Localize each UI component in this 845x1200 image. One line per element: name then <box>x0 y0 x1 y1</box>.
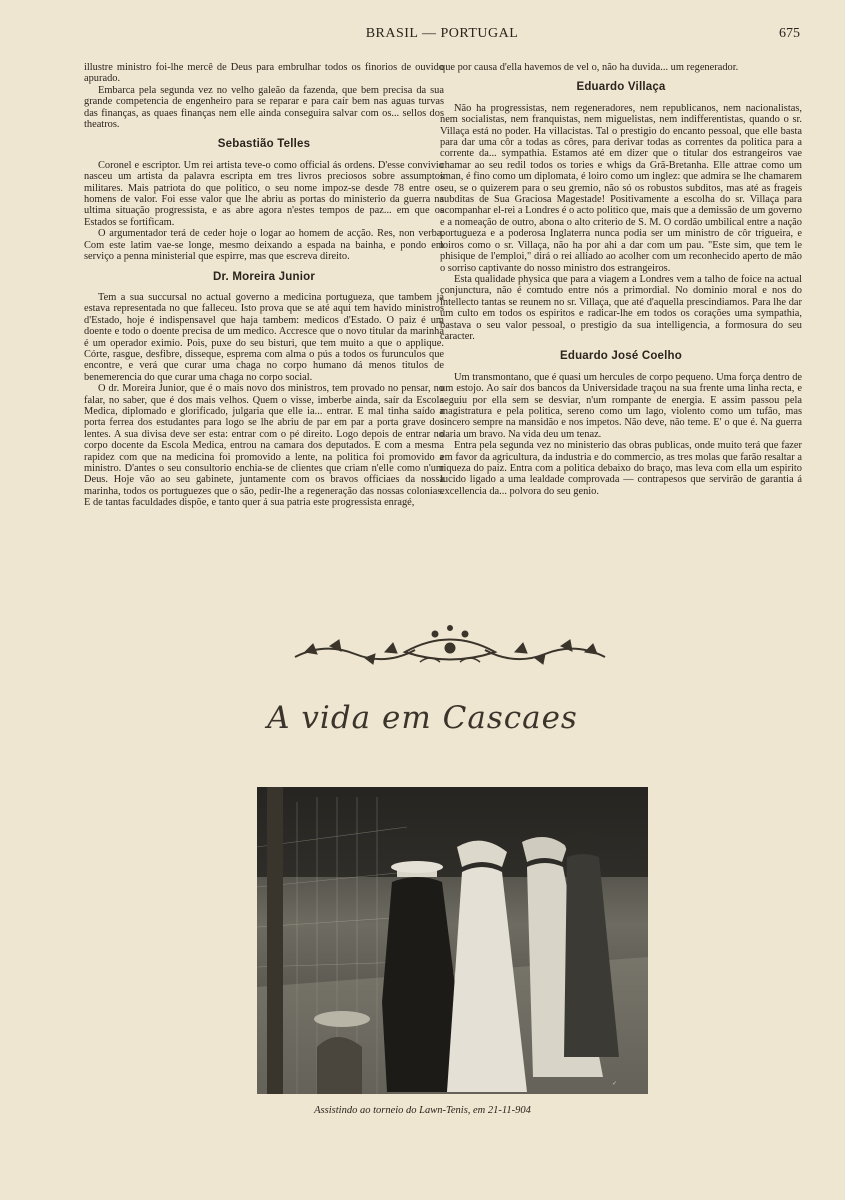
right-column <box>440 62 802 497</box>
paragraph: Não ha progressistas, nem regeneradores, nem republicanos, nem nacionalistas, nem socialistas, nem franquistas, nem miguelistas, nem indifferentistas, quando o sr. Villaça está no poder. Ha villacistas. Tal o prestigio do encanto pessoal, que elle basta para dar uma côr a todas as côres, para derivar todas as correntes da politica para a corrente da... sympathia. Estamos até em dizer que o titular dos estrangeiros vae chamar ao seu redil todos os tories e whigs da Grã-Bretanha. Elle attrae como um iman, é fino como um diplomata, é loiro como um inglez: que admira se lhe chamarem seu, se o quizerem para o seu gremio, não só os robustos subditos, mas até as frageis subditas de Sua Graciosa Magestade! Positivamente a escolha do sr. Villaça para acompanhar el-rei a Londres é o acto politico que, mais que a demissão de um governo e a nomeação de outro, abona o alto criterio de S. M. O cordão umbilical entre a nação portugueza e a poderosa Inglaterra nunca podia ser um ministro de côr trigueira, e loiros como o sr. Villaça, não ha por ahi a dar com um pau. "Este sim, que tem le phisique de l'emploi," dirá o rei alliado ao acolher com um reconhecido aperto de mão o sorriso captivante do nosso ministro dos estrangeiros. <box>440 102 802 274</box>
section-heading-eduardo-villaca: Eduardo Villaça <box>576 81 666 94</box>
feature-title: A vida em Cascaes <box>267 700 578 736</box>
left-column <box>84 62 444 509</box>
page-number: 675 <box>779 26 800 41</box>
photo-caption: Assistindo ao torneio do Lawn-Tenis, em 21-11-904 <box>314 1105 531 1116</box>
section-heading-moreira-junior: Dr. Moreira Junior <box>212 270 315 283</box>
tennis-spectators-photo <box>257 787 648 1094</box>
section-heading-eduardo-jose-coelho: Eduardo José Coelho <box>559 350 682 363</box>
page-header <box>84 26 800 46</box>
paragraph: illustre ministro foi-lhe mercê de Deus para embrulhar todos os finorios de ouvido apurado. <box>84 62 444 85</box>
paragraph: Entra pela segunda vez no ministerio das obras publicas, onde muito terá que fazer em favor da agricultura, da industria e do commercio, as tres molas que farão resaltar a riqueza do paiz. Entra com a politica debaixo do braço, mas leva com ella um espirito lucido ligado a uma lealdade comprovada — contrapesos que servirão de garantia á excellencia da... polvora do seu genio. <box>440 440 802 497</box>
paragraph: Esta qualidade physica que para a viagem a Londres vem a talho de foice na actual conjunctura, não é comtudo entre nós a primordial. No dominio moral e nos do intellecto tantas se reunem no sr. Villaça, que até d'aquella prescindiamos. Para lhe dar um culto em todos os espiritos e radicar-lhe em todos os corações uma sympathia, bastava o seu valor pessoal, o prestigio da sua intelligencia, a formosura do seu caracter. <box>440 273 802 342</box>
paragraph: O argumentador terá de ceder hoje o logar ao homem de acção. Res, non verba. Com este latim vae-se longe, mesmo deixando a espada na bainha, e pondo em serviço a penna ministerial que espirre, mas que escreva direito. <box>84 228 444 263</box>
paragraph: Tem a sua succursal no actual governo a medicina portugueza, que tambem já estava representada no que falleceu. Isto prova que se até aqui tem havido ministros d'Estado, hoje é indispensavel que haja tambem: medicos d'Estado. O paiz é um doente e todo o doente precisa de um medico. Accresce que o novo titular da marinha é um operador eximio. Pois, puxe do seu bisturi, que tem muito a que o applique. Córte, rasgue, desfibre, disseque, esprema com alma o pús a todos os furunculos que encontre, e verá que curar uma chaga no corpo humano dá menos titulos de benemerencia do que curar uma chaga no corpo social. <box>84 291 444 383</box>
floral-ornament-icon <box>285 622 615 672</box>
paragraph: Coronel e escriptor. Um rei artista teve-o como official ás ordens. D'esse convivio nasceu um artista da palavra escripta em tres livros preciosos sobre assumptos militares. Mais patriota do que politico, o seu nome impoz-se desde 78 entre os homens de valor. Foi esse valor que lhe abriu as portas do ministerio da guerra na ultima situação progressista, e as abre agora n'estes tempos de paz... em que os Estados se fortificam. <box>84 159 444 228</box>
paragraph: O dr. Moreira Junior, que é o mais novo dos ministros, tem provado no pensar, no falar, no saber, que é dos mais velhos. Quem o visse, imberbe ainda, saír da Escola Medica, diplomado e glorificado, julgaria que elle ia... entrar. E mal tinha saído a porta ferrea dos estudantes para logo se lhe abriu de par em par a porta grave dos lentes. A sua divisa deve ser esta: entrar com o pé direito. Logo depois de entrar no corpo docente da Escola Medica, entrou na camara dos deputados. E com a mesma rapidez com que na medicina foi promovido a lente, na politica foi promovido a ministro. D'antes o seu consultorio enchia-se de clientes que criam n'elle como n'um Deus. Hoje vão ao seu gabinete, juntamente com os bravos officiaes da nossa marinha, todos os portuguezes que o são, pedir-lhe a regeneração das nossas colonias. E de tantas faculdades dispõe, e tanto quer á sua patria este progressista enragé, <box>84 383 444 509</box>
paragraph: Um transmontano, que é quasi um hercules de corpo pequeno. Uma força dentro de um estojo. Ao saír dos bancos da Universidade traçou na sua frente uma linha recta, e seguiu por ella sem se desviar, n'um rompante de energia. E assim passou pela magistratura e pela politica, sereno como um lago, violento como um tufão, mas sincero sempre na mansidão e nos impetos. Não deve, não teme. E' o que é. Na guerra daria um bravo. Na vida deu um tenaz. <box>440 371 802 440</box>
paragraph: que por causa d'ella havemos de vel o, não ha duvida... um regenerador. <box>440 62 739 73</box>
section-heading-sebastiao-telles: Sebastião Telles <box>217 138 311 151</box>
running-head: BRASIL — PORTUGAL <box>365 26 519 41</box>
paragraph: Embarca pela segunda vez no velho galeão da fazenda, que bem precisa da sua grande competencia de engenheiro para se reparar e para caír bem nas aguas turvas das finanças, as quaes finanças nem elle ainda conseguira salvar com os... sellos dos theatros. <box>84 84 444 131</box>
photographer-mark: ✓ <box>612 1080 618 1087</box>
